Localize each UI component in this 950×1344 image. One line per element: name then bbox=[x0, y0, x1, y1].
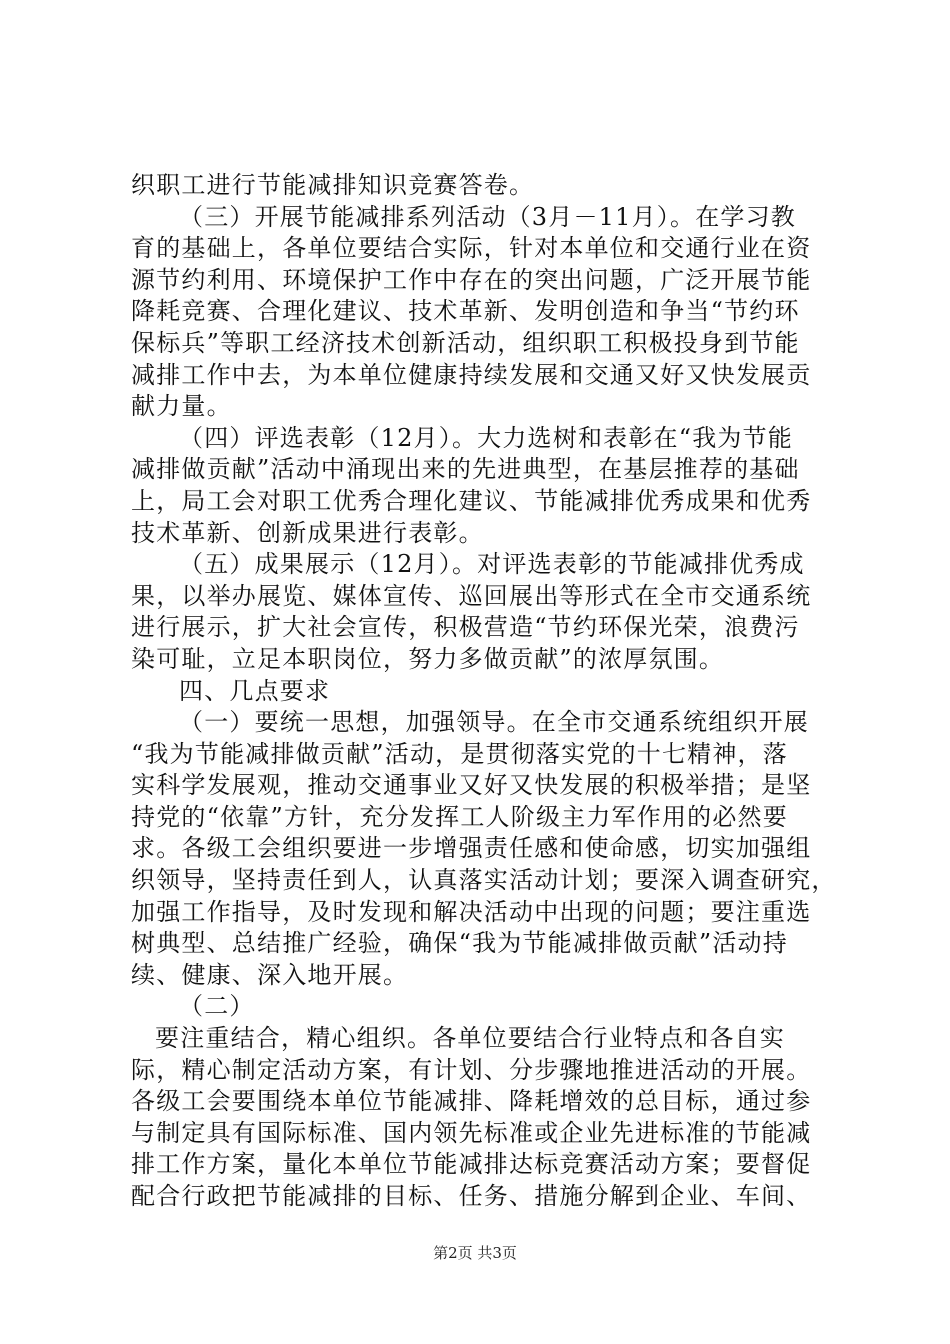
text-line: “我为节能减排做贡献”活动，是贯彻落实党的十七精神，落 bbox=[131, 739, 788, 768]
text-line: 献力量。 bbox=[131, 392, 232, 421]
text-line: 降耗竞赛、合理化建议、技术革新、发明创造和争当“节约环 bbox=[131, 297, 800, 326]
page-footer: 第2页 共3页 bbox=[433, 1244, 517, 1262]
text-line: 配合行政把节能减排的目标、任务、措施分解到企业、车间、 bbox=[131, 1182, 812, 1210]
text-line: 技术革新、创新成果进行表彰。 bbox=[131, 518, 484, 547]
text-line: 排工作方案，量化本单位节能减排达标竞赛活动方案；要督促 bbox=[131, 1150, 812, 1179]
text-line: 际，精心制定活动方案，有计划、分步骤地推进活动的开展。 bbox=[131, 1055, 812, 1084]
text-line: 减排工作中去，为本单位健康持续发展和交通又好又快发展贡 bbox=[131, 360, 812, 389]
text-line: 与制定具有国际标准、国内领先标准或企业先进标准的节能减 bbox=[131, 1118, 812, 1147]
text-line: （四）评选表彰（12月）。大力选树和表彰在“我为节能 bbox=[179, 423, 794, 452]
text-line: 减排做贡献”活动中涌现出来的先进典型，在基层推荐的基础 bbox=[131, 455, 800, 484]
text-line: 源节约利用、环境保护工作中存在的突出问题，广泛开展节能 bbox=[131, 265, 812, 294]
text-line: 育的基础上，各单位要结合实际，针对本单位和交通行业在资 bbox=[131, 234, 812, 263]
text-line: （二） bbox=[179, 992, 255, 1021]
section-heading: 四、几点要求 bbox=[179, 676, 331, 705]
text-line: 织领导，坚持责任到人，认真落实活动计划；要深入调查研究， bbox=[131, 866, 837, 895]
text-line: 进行展示，扩大社会宣传，积极营造“节约环保光荣，浪费污 bbox=[131, 613, 800, 642]
text-line: 各级工会要围绕本单位节能减排、降耗增效的总目标，通过参 bbox=[131, 1087, 812, 1116]
text-line: 果，以举办展览、媒体宣传、巡回展出等形式在全市交通系统 bbox=[131, 581, 812, 610]
text-line: 上，局工会对职工优秀合理化建议、节能减排优秀成果和优秀 bbox=[131, 486, 812, 515]
text-line: 树典型、总结推广经验，确保“我为节能减排做贡献”活动持 bbox=[131, 929, 788, 958]
text-line: 求。各级工会组织要进一步增强责任感和使命感，切实加强组 bbox=[131, 834, 812, 863]
text-line: 染可耻，立足本职岗位，努力多做贡献”的浓厚氛围。 bbox=[131, 644, 725, 673]
text-line: 持党的“依靠”方针，充分发挥工人阶级主力军作用的必然要 bbox=[131, 802, 788, 831]
text-line: （一）要统一思想，加强领导。在全市交通系统组织开展 bbox=[179, 708, 809, 737]
text-line: 实科学发展观，推动交通事业又好又快发展的积极举措；是坚 bbox=[131, 771, 812, 800]
text-line: （三）开展节能减排系列活动（3月－11月）。在学习教 bbox=[179, 202, 797, 231]
text-line: 织职工进行节能减排知识竞赛答卷。 bbox=[131, 171, 535, 199]
document-body bbox=[131, 170, 837, 1213]
text-line: 加强工作指导，及时发现和解决活动中出现的问题；要注重选 bbox=[131, 897, 812, 926]
text-line: 续、健康、深入地开展。 bbox=[131, 960, 409, 989]
text-line: 保标兵”等职工经济技术创新活动，组织职工积极投身到节能 bbox=[131, 328, 800, 357]
text-line: （五）成果展示（12月）。对评选表彰的节能减排优秀成 bbox=[179, 550, 805, 579]
text-line: 要注重结合，精心组织。各单位要结合行业特点和各自实 bbox=[155, 1024, 785, 1053]
